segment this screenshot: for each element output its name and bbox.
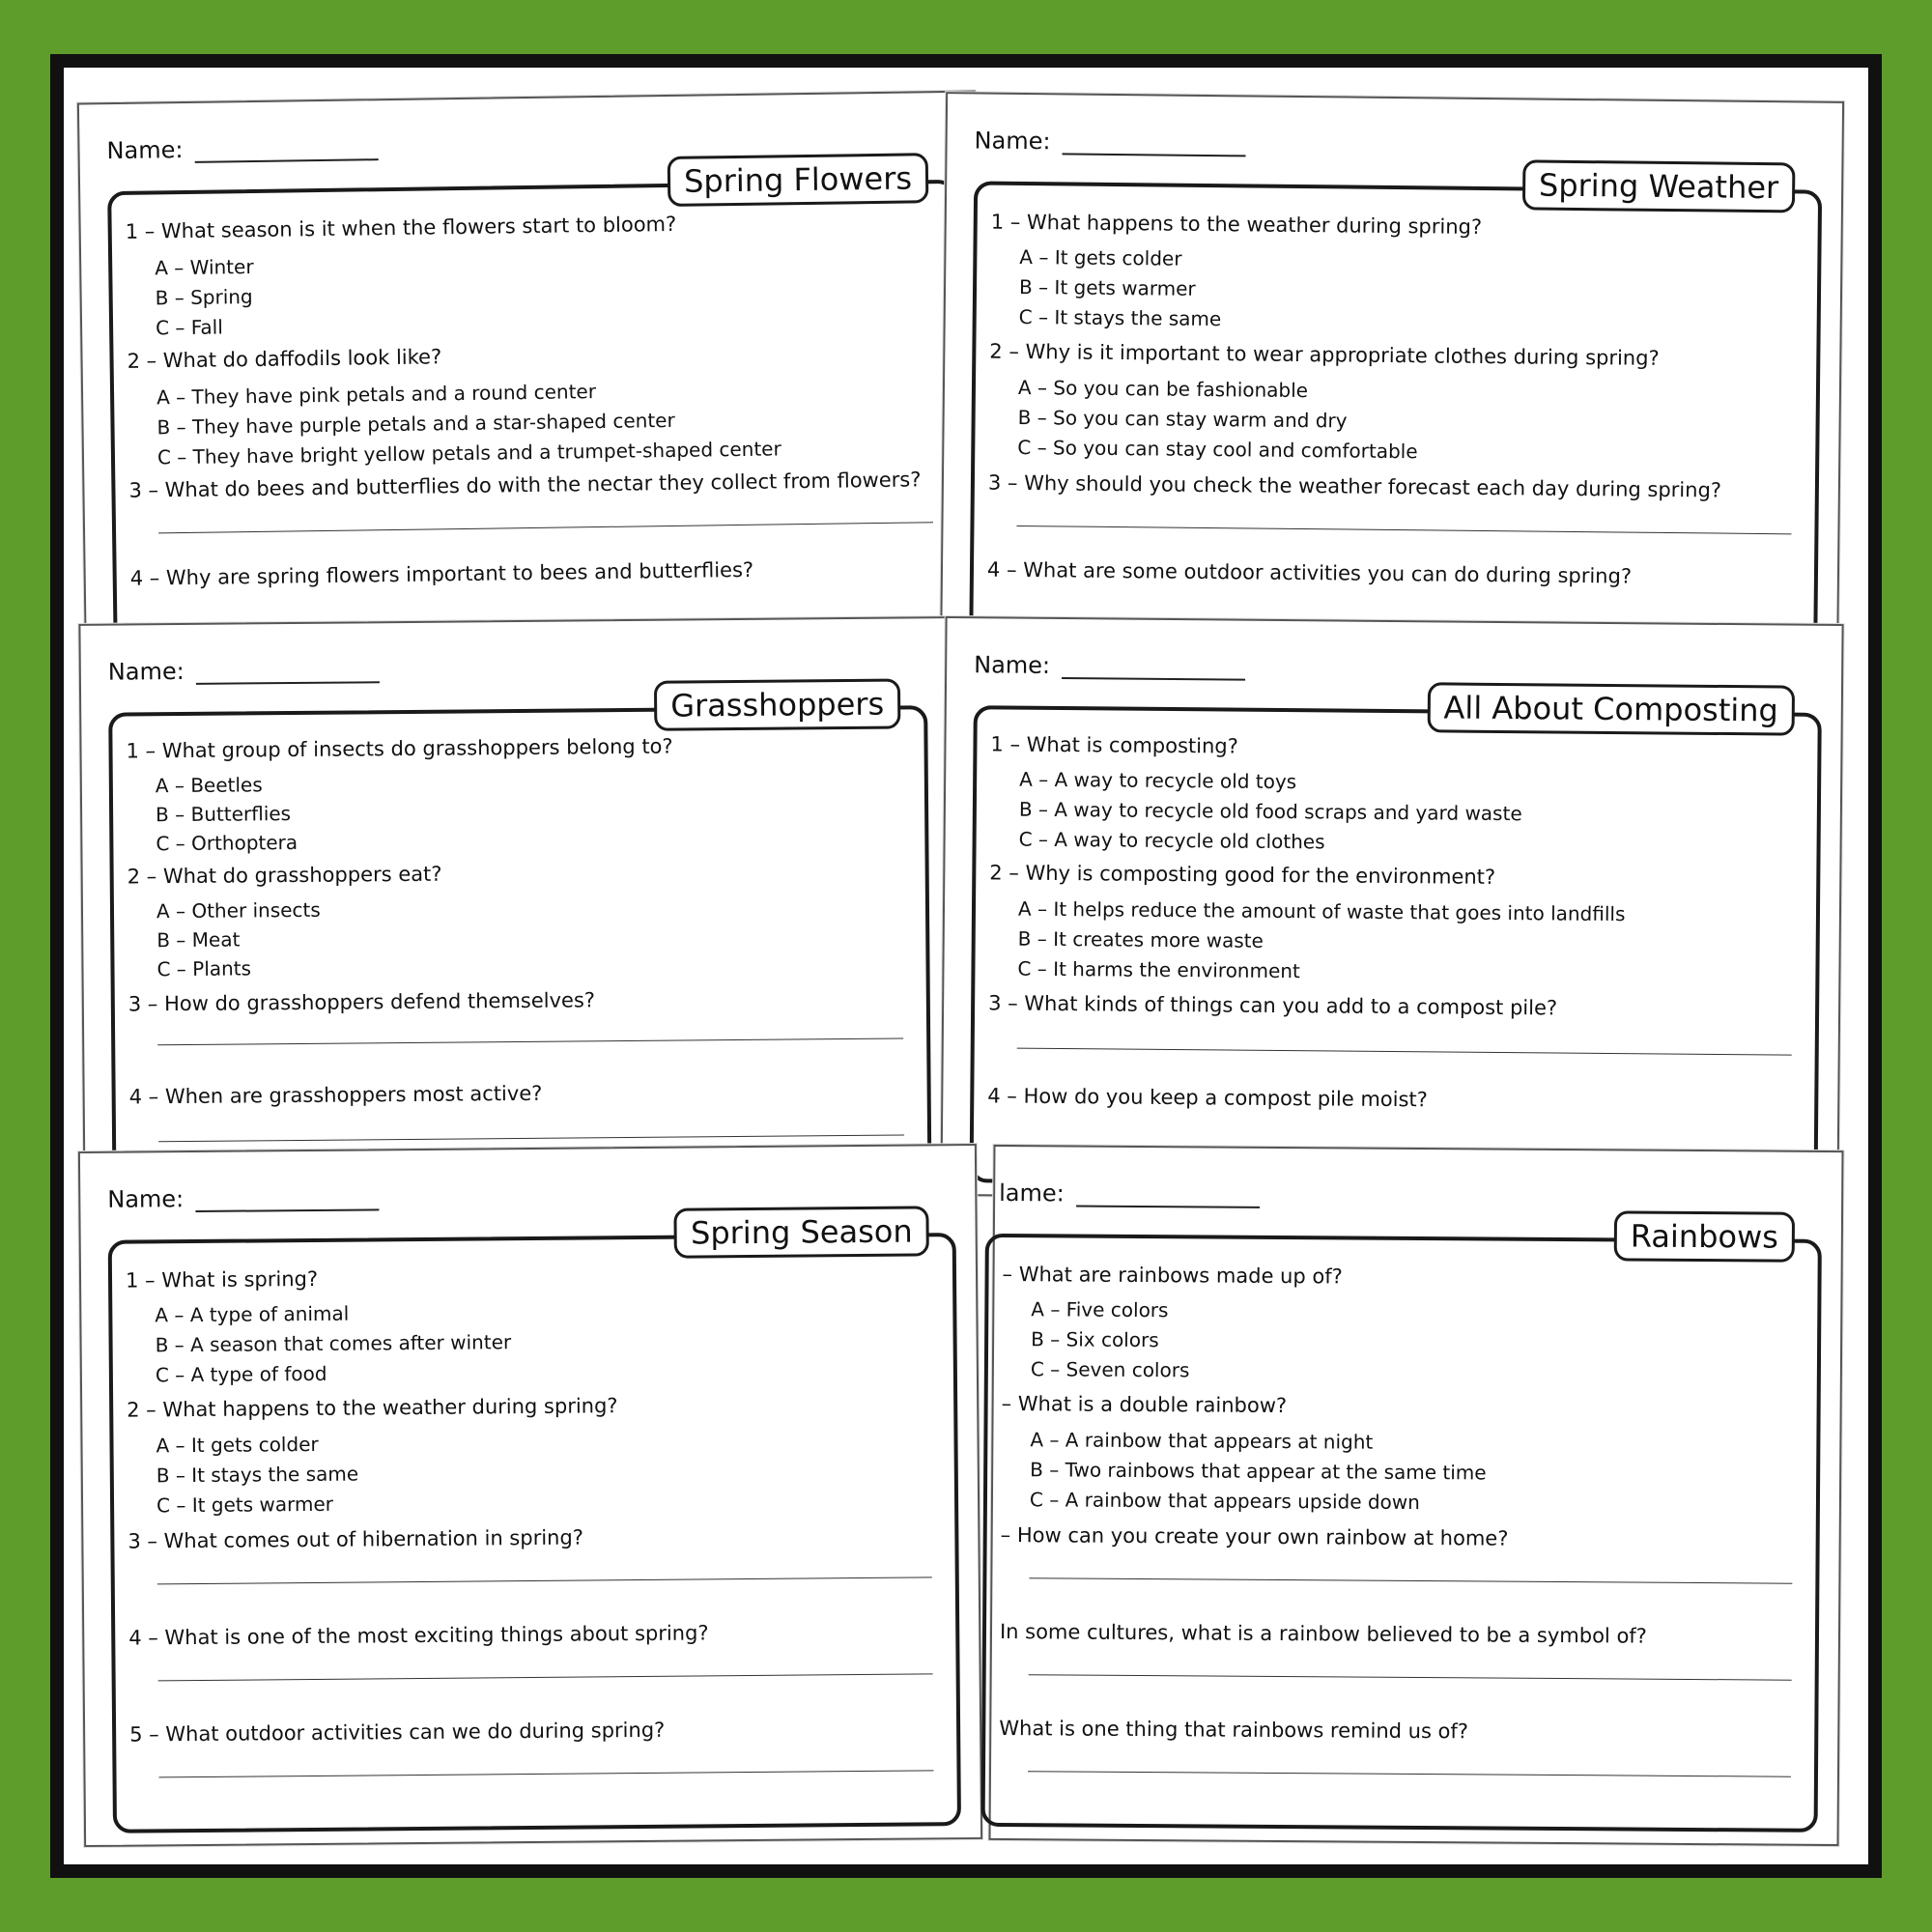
name-row [108,656,380,685]
option: C – Fall [155,315,223,340]
name-label: lame: [999,1179,1065,1208]
option: C – A rainbow that appears upside down [1029,1488,1420,1515]
question: 1 – What group of insects do grasshoppers belong to? [126,734,673,763]
question: 3 – What kinds of things can you add to a compost pile? [988,991,1558,1020]
question: 2 – What happens to the weather during spring? [127,1394,618,1422]
question: – How can you create your own rainbow at home? [1000,1522,1509,1550]
answer-line[interactable] [1029,1577,1792,1584]
worksheet-spring-season [78,1144,982,1847]
worksheet-title: Spring Flowers [668,153,929,207]
question: 2 – What do grasshoppers eat? [127,862,442,889]
question: 3 – What comes out of hibernation in spring? [128,1525,584,1553]
answer-line[interactable] [1017,1048,1792,1056]
worksheet-composting [940,616,1843,1204]
option: C – So you can stay cool and comfortable [1017,435,1418,464]
worksheet-rainbows [988,1145,1843,1846]
option: B – A way to recycle old food scraps and yard waste [1018,797,1522,826]
worksheet-grasshoppers [78,616,952,1204]
question: – What is a double rainbow? [1001,1392,1288,1418]
option: A – So you can be fashionable [1017,375,1309,403]
worksheet-spring-weather [940,92,1844,681]
worksheet-title: Grasshoppers [654,679,900,731]
question: 5 – What outdoor activities can we do during spring? [129,1718,666,1747]
name-label: Name: [107,657,185,686]
question: 1 – What is composting? [990,732,1238,758]
question: In some cultures, what is a rainbow believed to be a symbol of? [999,1619,1647,1648]
option: A – Winter [155,254,254,280]
name-label: Name: [974,127,1051,156]
question: 4 – What is one of the most exciting things about spring? [128,1621,709,1650]
answer-line[interactable] [158,1135,904,1143]
option: C – Plants [156,956,252,981]
option: B – Spring [155,285,253,310]
option: B – A season that comes after winter [155,1330,512,1357]
worksheet-box [981,1217,1822,1833]
option: A – They have pink petals and a round center [156,380,597,410]
answer-line[interactable] [158,1673,933,1681]
question: 4 – When are grasshoppers most active? [128,1081,543,1109]
question: 4 – What are some outdoor activities you can do during spring? [986,557,1633,588]
worksheet-box [969,166,1822,667]
answer-line[interactable] [1028,1771,1791,1777]
question: – What are rainbows made up of? [1002,1263,1343,1289]
option: A – It helps reduce the amount of waste that goes into landfills [1017,896,1626,926]
worksheet-spring-flowers [77,91,983,683]
option: C – It stays the same [1018,304,1222,331]
option: C – Seven colors [1030,1357,1190,1382]
option: C – It harms the environment [1017,956,1300,983]
name-label: Name: [106,135,184,165]
name-row [974,127,1245,156]
answer-line[interactable] [158,522,933,533]
question: 1 – What season is it when the flowers start to bloom? [125,212,677,243]
worksheet-box [107,159,962,668]
option: B – It creates more waste [1017,926,1264,952]
worksheet-title: Rainbows [1614,1210,1795,1262]
option: C – It gets warmer [156,1492,334,1518]
option: C – They have bright yellow petals and a trumpet-shaped center [156,437,781,469]
name-row [974,651,1245,680]
worksheet-title: Spring Season [674,1206,929,1258]
option: B – Butterflies [156,802,292,827]
answer-line[interactable] [157,1577,932,1584]
collage [64,68,1868,1864]
option: A – It gets colder [156,1432,319,1458]
worksheet-box [108,1212,961,1833]
question: 2 – Why is composting good for the environment? [989,861,1496,889]
option: B – So you can stay warm and dry [1017,405,1348,433]
question: 2 – What do daffodils look like? [127,345,442,373]
option: A – Beetles [155,773,263,798]
option: C – A type of food [155,1361,327,1387]
question: 4 – Why are spring flowers important to bees and butterflies? [129,557,754,590]
question: 3 – Why should you check the weather forecast each day during spring? [987,470,1722,502]
option: B – Meat [156,927,241,952]
option: B – Two rainbows that appear at the same time [1030,1458,1487,1485]
name-line[interactable] [1076,1186,1260,1208]
option: A – A type of animal [155,1301,350,1327]
option: A – Other insects [156,897,321,923]
option: B – They have purple petals and a star-shaped center [156,408,675,440]
option: A – Five colors [1031,1297,1169,1322]
name-row [999,1179,1260,1208]
worksheet-box [108,685,931,1189]
option: C – Orthoptera [156,830,298,856]
option: A – A rainbow that appears at night [1030,1428,1374,1454]
question: 2 – Why is it important to wear appropriate clothes during spring? [989,339,1660,370]
question: 3 – How do grasshoppers defend themselves? [128,988,596,1016]
name-row [106,133,378,164]
question: 1 – What is spring? [125,1266,319,1293]
name-label: Name: [974,651,1051,679]
worksheet-title: All About Composting [1427,682,1795,735]
name-line[interactable] [196,662,380,685]
worksheet-title: Spring Weather [1522,159,1796,213]
answer-line[interactable] [1029,1674,1792,1681]
name-label: Name: [107,1185,185,1213]
answer-line[interactable] [159,1770,934,1777]
answer-line[interactable] [1016,526,1791,534]
name-line[interactable] [1062,133,1245,156]
question: 4 – How do you keep a compost pile moist? [987,1084,1428,1112]
option: A – It gets colder [1019,244,1182,270]
option: C – A way to recycle old clothes [1018,827,1325,854]
option: B – It stays the same [156,1462,359,1488]
answer-line[interactable] [157,1038,903,1046]
worksheet-box [970,689,1822,1190]
name-line[interactable] [194,139,378,163]
name-line[interactable] [195,1189,379,1212]
name-row [107,1183,379,1212]
question: 3 – What do bees and butterflies do with the nectar they collect from flowers? [128,468,922,502]
name-line[interactable] [1062,658,1245,681]
option: B – It gets warmer [1018,274,1196,300]
question: 1 – What happens to the weather during spring? [990,210,1483,239]
question: What is one thing that rainbows remind us of? [999,1716,1469,1744]
option: A – A way to recycle old toys [1019,767,1297,794]
option: B – Six colors [1031,1327,1159,1352]
